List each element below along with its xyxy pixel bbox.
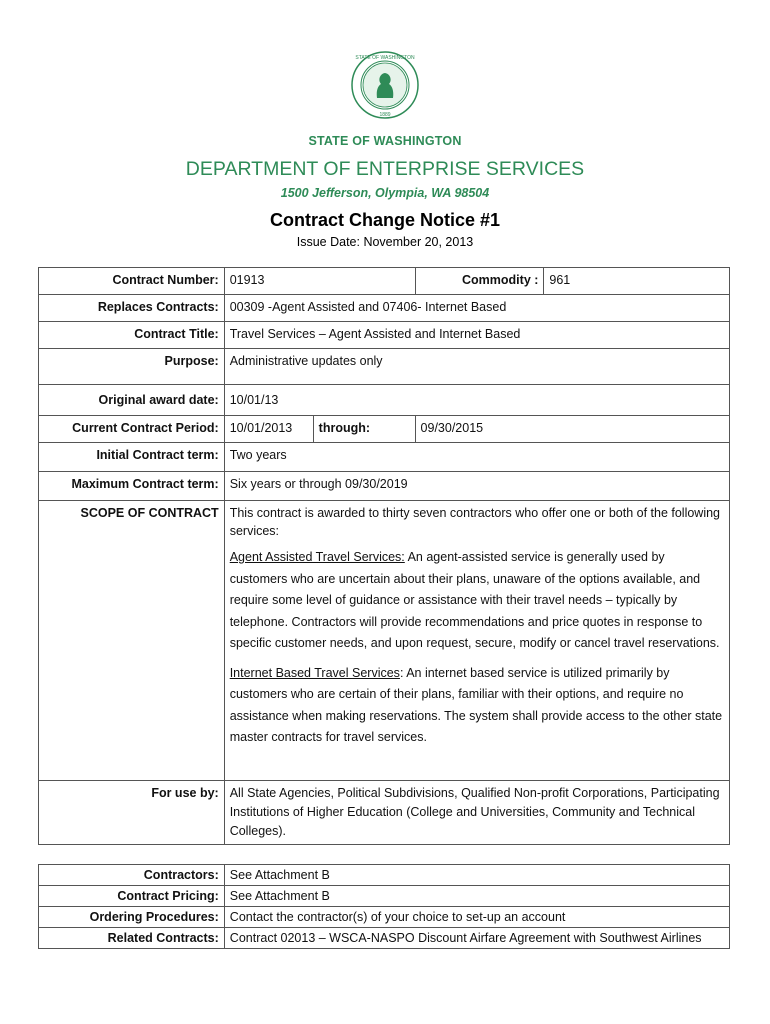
department-address: 1500 Jefferson, Olympia, WA 98504 xyxy=(280,186,490,200)
svg-text:STATE OF WASHINGTON: STATE OF WASHINGTON xyxy=(355,55,415,61)
table-row xyxy=(39,385,730,416)
contract-number-label: Contract Number: xyxy=(39,268,225,295)
table-row xyxy=(39,268,730,295)
table-row xyxy=(39,886,730,907)
related-label: Related Contracts: xyxy=(39,928,225,949)
contract-info-table xyxy=(38,267,730,845)
table-row xyxy=(39,865,730,886)
initial-term-label: Initial Contract term: xyxy=(39,443,225,472)
scope-label: SCOPE OF CONTRACT xyxy=(39,501,225,781)
table-row xyxy=(39,349,730,385)
state-seal-logo xyxy=(350,50,420,120)
table-row xyxy=(39,781,730,845)
contractors-label: Contractors: xyxy=(39,865,225,886)
table-row xyxy=(39,928,730,949)
table-row xyxy=(39,472,730,501)
contract-number-value: 01913 xyxy=(224,268,415,295)
table-row xyxy=(39,443,730,472)
pricing-label: Contract Pricing: xyxy=(39,886,225,907)
purpose-label: Purpose: xyxy=(39,349,225,385)
table-row xyxy=(39,416,730,443)
purpose-value: Administrative updates only xyxy=(224,349,729,385)
ordering-label: Ordering Procedures: xyxy=(39,907,225,928)
agent-assisted-paragraph xyxy=(230,547,724,655)
issue-date: Issue Date: November 20, 2013 xyxy=(296,235,474,249)
svg-text:1889: 1889 xyxy=(379,112,391,118)
table-row xyxy=(39,907,730,928)
period-start-value: 10/01/2013 xyxy=(224,416,313,443)
page-title: Contract Change Notice #1 xyxy=(269,210,501,230)
related-value: Contract 02013 – WSCA-NASPO Discount Airfare Agreement with Southwest Airlines xyxy=(224,928,729,949)
max-term-value: Six years or through 09/30/2019 xyxy=(224,472,729,501)
for-use-by-label: For use by: xyxy=(39,781,225,845)
max-term-label: Maximum Contract term: xyxy=(39,472,225,501)
commodity-label: Commodity : xyxy=(415,268,544,295)
for-use-by-value: All State Agencies, Political Subdivisions, Qualified Non-profit Corporations, Participating Institutions of Higher Education (College and Universities, Community and Technical Colleges). xyxy=(224,781,729,845)
table-row xyxy=(39,322,730,349)
table-row xyxy=(39,295,730,322)
pricing-value: See Attachment B xyxy=(224,886,729,907)
initial-term-value: Two years xyxy=(224,443,729,472)
internet-based-text: : An internet based service is utilized primarily by customers who are certain of their plans, familiar with their options, and require no assistance when making reservations. The system shall provide access to the other state master contracts for travel services. xyxy=(229,665,723,744)
contract-title-label: Contract Title: xyxy=(39,322,225,349)
contractors-value: See Attachment B xyxy=(224,865,729,886)
agent-assisted-heading: Agent Assisted Travel Services: xyxy=(229,550,405,564)
table-row xyxy=(39,501,730,781)
state-name: STATE OF WASHINGTON xyxy=(308,134,462,148)
details-table xyxy=(38,864,730,949)
agent-assisted-text: An agent-assisted service is generally used by customers who are uncertain about their plans, unaware of the options available, and require some level of guidance or assistance with their travel needs – typically by telephone. Contractors will provide recommendations and price quotes in response to specific customer needs, and upon request, secure, modify or cancel travel reservations. xyxy=(229,550,720,650)
replaces-value: 00309 -Agent Assisted and 07406- Internet Based xyxy=(224,295,729,322)
period-end-value: 09/30/2015 xyxy=(415,416,729,443)
department-name: DEPARTMENT OF ENTERPRISE SERVICES xyxy=(185,158,585,180)
period-label: Current Contract Period: xyxy=(39,416,225,443)
award-date-label: Original award date: xyxy=(39,385,225,416)
commodity-value: 961 xyxy=(544,268,730,295)
award-date-value: 10/01/13 xyxy=(224,385,729,416)
internet-based-paragraph xyxy=(230,663,724,749)
ordering-value: Contact the contractor(s) of your choice to set-up an account xyxy=(224,907,729,928)
scope-intro: This contract is awarded to thirty seven contractors who offer one or both of the following services: xyxy=(229,506,721,538)
internet-based-heading: Internet Based Travel Services xyxy=(229,665,400,680)
contract-title-value: Travel Services – Agent Assisted and Internet Based xyxy=(224,322,729,349)
replaces-label: Replaces Contracts: xyxy=(39,295,225,322)
scope-cell xyxy=(224,501,729,781)
through-label: through: xyxy=(313,416,415,443)
